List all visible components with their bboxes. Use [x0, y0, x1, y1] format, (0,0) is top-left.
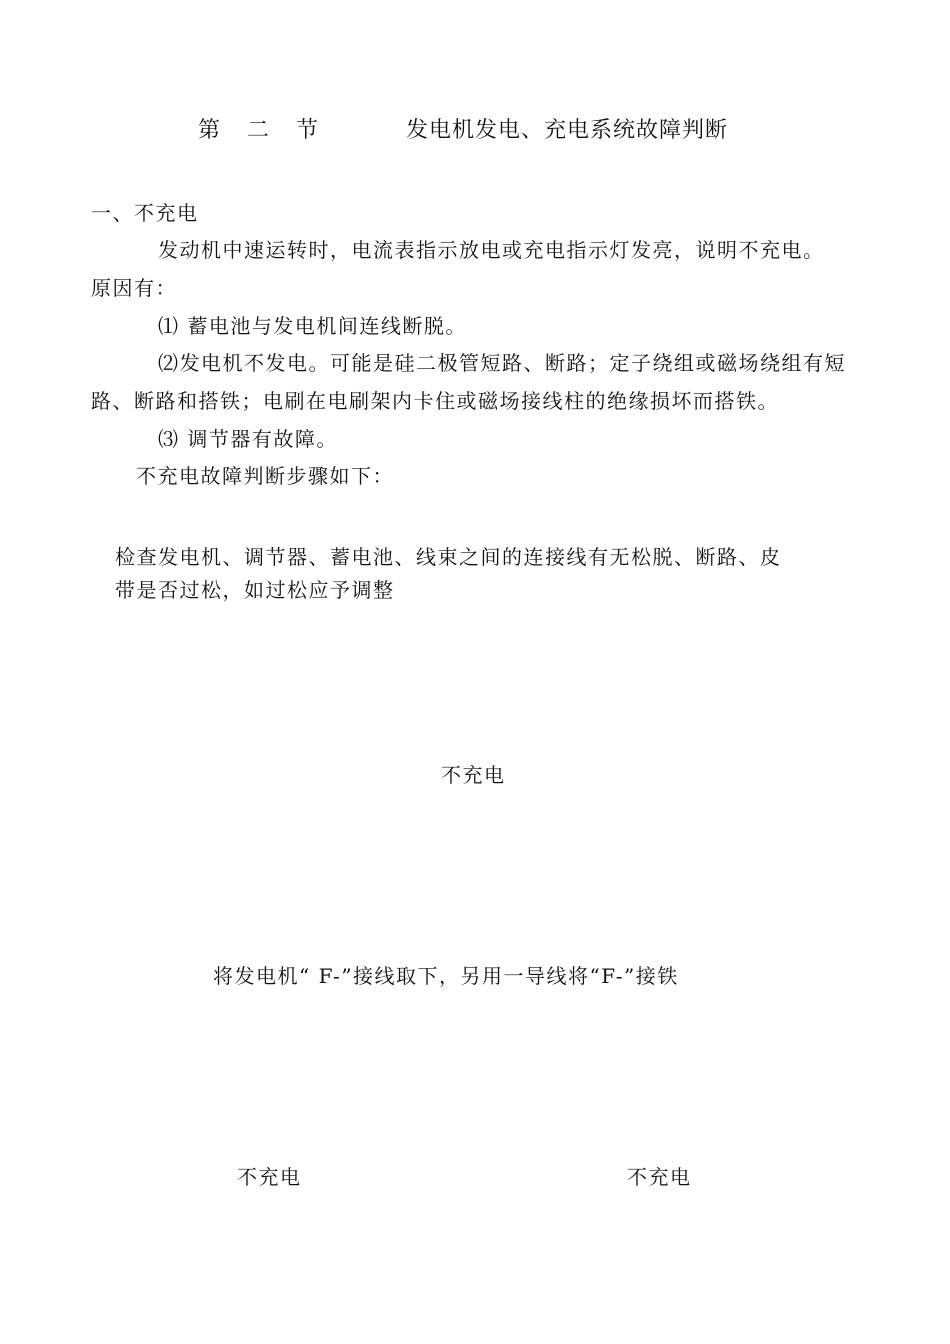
flow-step-1-line-1: 检查发电机、调节器、蓄电池、线束之间的连接线有无松脱、断路、皮: [115, 545, 782, 569]
flow-step-2: 将发电机“ F-”接线取下，另用一导线将“F-”接铁: [213, 964, 679, 988]
section-number: [198, 120, 345, 142]
flow-result-left: 不充电: [237, 1165, 302, 1189]
section-char-2: 二: [247, 118, 270, 143]
cause-3: ⑶ 调节器有故障。: [158, 427, 338, 451]
steps-intro: 不充电故障判断步骤如下：: [136, 464, 394, 488]
flow-result-1: 不充电: [441, 763, 506, 787]
part-heading: 一、不充电: [91, 201, 199, 225]
section-char-3: 节: [296, 118, 319, 143]
intro-line-1: 发动机中速运转时，电流表指示放电或充电指示灯发亮，说明不充电。: [158, 238, 825, 262]
section-title: 发电机发电、充电系统故障判断: [406, 118, 729, 143]
flow-step-1-line-2: 带是否过松，如过松应予调整: [115, 578, 395, 602]
cause-2-line-2: 路、断路和搭铁；电刷在电刷架内卡住或磁场接线柱的绝缘损坏而搭铁。: [91, 389, 779, 413]
section-char-1: 第: [198, 118, 221, 143]
cause-2-line-1: ⑵发电机不发电。可能是硅二极管短路、断路；定子绕组或磁场绕组有短: [158, 351, 846, 375]
flow-result-right: 不充电: [627, 1165, 692, 1189]
cause-1: ⑴ 蓄电池与发电机间连线断脱。: [158, 314, 467, 338]
intro-line-2: 原因有：: [91, 276, 177, 300]
